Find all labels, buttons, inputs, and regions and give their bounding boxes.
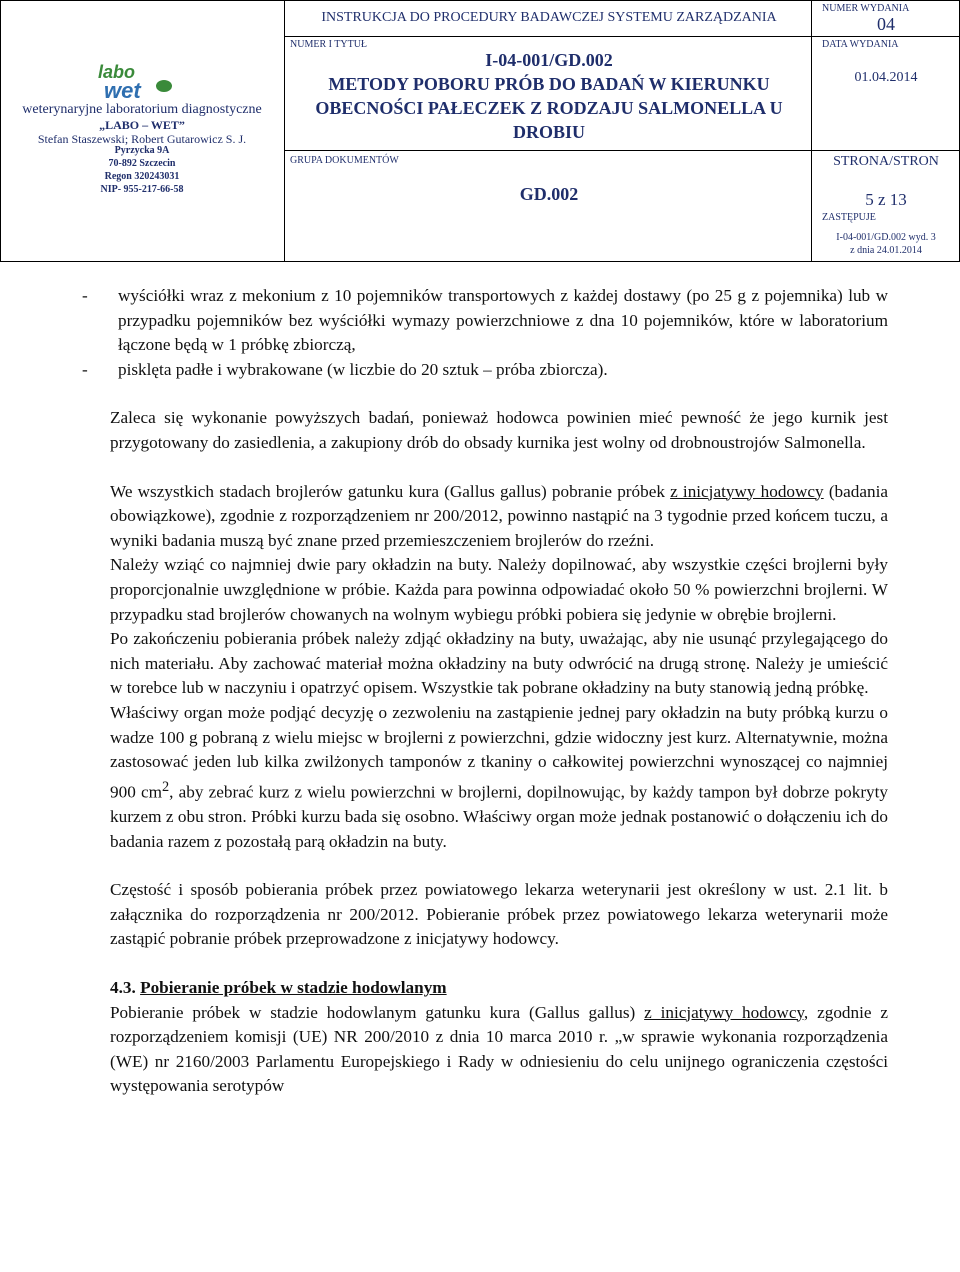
paragraph-dust-sample xyxy=(110,701,888,854)
edition-value: 04 xyxy=(877,14,895,34)
sample-list xyxy=(82,284,888,382)
section-number: 4.3. xyxy=(110,977,136,997)
header-divider-1 xyxy=(284,0,285,262)
dash-bullet: - xyxy=(82,359,88,379)
paragraph-text: We wszystkich stadach brojlerów gatunku kura (Gallus gallus) pobranie próbek xyxy=(110,481,671,501)
org-name-line3: Stefan Staszewski; Robert Gutarowicz S. J. xyxy=(37,132,247,146)
date-value: 01.04.2014 xyxy=(854,70,918,85)
page-label: STRONA/STRON xyxy=(833,154,939,169)
org-name-line1: weterynaryjne laboratorium diagnostyczne xyxy=(22,102,262,117)
svg-text:wet: wet xyxy=(104,78,141,100)
header-rule-group xyxy=(284,150,811,151)
header-rule-edition xyxy=(811,36,960,37)
section-heading xyxy=(110,976,888,1001)
underlined-text: z inicjatywy hodowcy, xyxy=(644,1002,809,1022)
paragraph-text: zgodnie z rozporządzeniem komisji (UE) NR 200/2010 z dnia 10 marca 2010 r. „w sprawie wykonania rozporządzenia (WE) nr 2160/2003 Parlamentu Europejskiego i Rady w odniesieniu do celu unijnego ograniczenia częstości występowania serotypów xyxy=(110,1002,888,1096)
org-regon: Regon 320243031 xyxy=(104,171,180,182)
paragraph-frequency: Częstość i sposób pobierania próbek przez powiatowego lekarza weterynarii jest określony w ust. 2.1 lit. b załącznika do rozporządzenia nr 200/2012. Pobieranie próbek przez powiatowego lekarza weterynarii może zastąpić pobranie próbek przeprowadzone z inicjatywy hodowcy. xyxy=(110,880,888,949)
paragraph-text: Właściwy organ może podjąć decyzję o zezwoleniu na zastąpienie jednej pary okładzin na buty próbką kurzu o wadze 100 g pobraną z wielu miejsc w brojlerni z powierzchni, gdzie widoczny jest kurz. Alternatywnie, można zastosować jeden lub kilka zwilżonych tamponów z tkaniny o całkowitej powierzchni wynoszącej co najmniej 900 cm xyxy=(110,702,888,802)
paragraph-text: , aby zebrać kurz z wielu powierzchni w brojlerni, dopilnowując, by każdy tampon był dobrze pokryty kurzem z obu stron. Próbki kurzu bada się osobno. Właściwy organ może jednak postanowić o dołączeniu ich do badania razem z pozostałą parą okładzin na buty. xyxy=(110,782,889,851)
page-value: 5 z 13 xyxy=(865,190,907,209)
replaces-date: z dnia 24.01.2014 xyxy=(850,245,922,256)
list-item xyxy=(0,358,888,383)
section-title: Pobieranie próbek w stadzie hodowlanym xyxy=(140,977,447,997)
header-rule-date xyxy=(811,150,960,151)
dash-bullet: - xyxy=(82,286,88,305)
labo-wet-logo xyxy=(94,62,190,100)
header-divider-2 xyxy=(811,0,812,262)
document-header xyxy=(0,0,960,262)
paragraph-broilers xyxy=(110,480,888,554)
date-label: DATA WYDANIA xyxy=(822,39,899,50)
list-item-text: wyściółki wraz z mekonium z 10 pojemników transportowych z każdej dostawy (po 25 g z pojemnika) lub w przypadku pojemników bez wyściółki wymazy powierzchniowe z dna 10 pojemników, które w laboratorium łączone będą w 1 próbkę zbiorczą, xyxy=(118,286,888,355)
replaces-value: I-04-001/GD.002 wyd. 3 xyxy=(836,232,936,243)
svg-text:labo: labo xyxy=(98,62,136,82)
org-name-line2: „LABO – WET” xyxy=(99,118,185,132)
document-code: I-04-001/GD.002 xyxy=(485,50,613,70)
org-nip: NIP- 955-217-66-58 xyxy=(100,184,184,195)
org-address-city: 70-892 Szczecin xyxy=(108,158,176,169)
paragraph-text: (badania obowiązkowe), zgodnie z rozporządzeniem nr 200/2012, powinno nastąpić na 3 tygodnie przed końcem tuczu, a wyniki badania muszą być znane przed przemieszczeniem brojlerów do rzeźni. xyxy=(110,481,888,550)
paragraph-breeding-flock xyxy=(110,1001,888,1099)
replaces-label: ZASTĘPUJE xyxy=(822,212,876,223)
document-title: METODY POBORU PRÓB DO BADAŃ W KIERUNKU OBECNOŚCI PAŁECZEK Z RODZAJU SALMONELLA U DROBIU xyxy=(315,74,783,142)
edition-label: NUMER WYDANIA xyxy=(822,3,910,14)
underlined-text: z inicjatywy hodowcy xyxy=(670,481,824,501)
superscript: 2 xyxy=(161,778,170,795)
document-type-title: INSTRUKCJA DO PROCEDURY BADAWCZEJ SYSTEMU ZARZĄDZANIA xyxy=(321,10,777,25)
paragraph-boot-swabs: Należy wziąć co najmniej dwie pary okładzin na buty. Należy dopilnować, aby wszystkie części brojlerni były proporcjonalnie uwzględnione w próbie. Każda para powinna odpowiadać około 50 % powierzchni brojlerni. W przypadku stad brojlerów chowanych na wolnym wybiegu próbki pobiera się jedynie w obrębie brojlerni. xyxy=(110,555,888,624)
list-item xyxy=(0,284,888,358)
number-title-label: NUMER I TYTUŁ xyxy=(290,39,368,50)
header-rule-title xyxy=(284,36,811,37)
list-item-text: pisklęta padłe i wybrakowane (w liczbie do 20 sztuk – próba zbiorcza). xyxy=(118,359,608,379)
paragraph-removal: Po zakończeniu pobierania próbek należy zdjąć okładziny na buty, uważając, aby nie usunąć przylegającego do nich materiału. Aby zachować materiał można okładziny na buty odwrócić na drugą stronę. Należy je umieścić w torebce lub w naczyniu i opatrzyć opisem. Wszystkie tak pobrane okładziny na buty stanowią jedną próbkę. xyxy=(110,629,888,698)
paragraph-recommendation: Zaleca się wykonanie powyższych badań, ponieważ hodowca powinien mieć pewność że jego kurnik jest przygotowany do zasiedlenia, a zakupiony drób do obsady kurnika jest wolny od drobnoustrojów Salmonella. xyxy=(110,408,888,452)
group-label: GRUPA DOKUMENTÓW xyxy=(290,155,399,166)
document-body xyxy=(82,284,889,1099)
paragraph-text: Pobieranie próbek w stadzie hodowlanym gatunku kura (Gallus gallus) xyxy=(110,1002,645,1022)
org-address-street: Pyrzycka 9A xyxy=(114,145,170,156)
organization-block xyxy=(0,0,284,262)
group-code: GD.002 xyxy=(519,184,579,204)
